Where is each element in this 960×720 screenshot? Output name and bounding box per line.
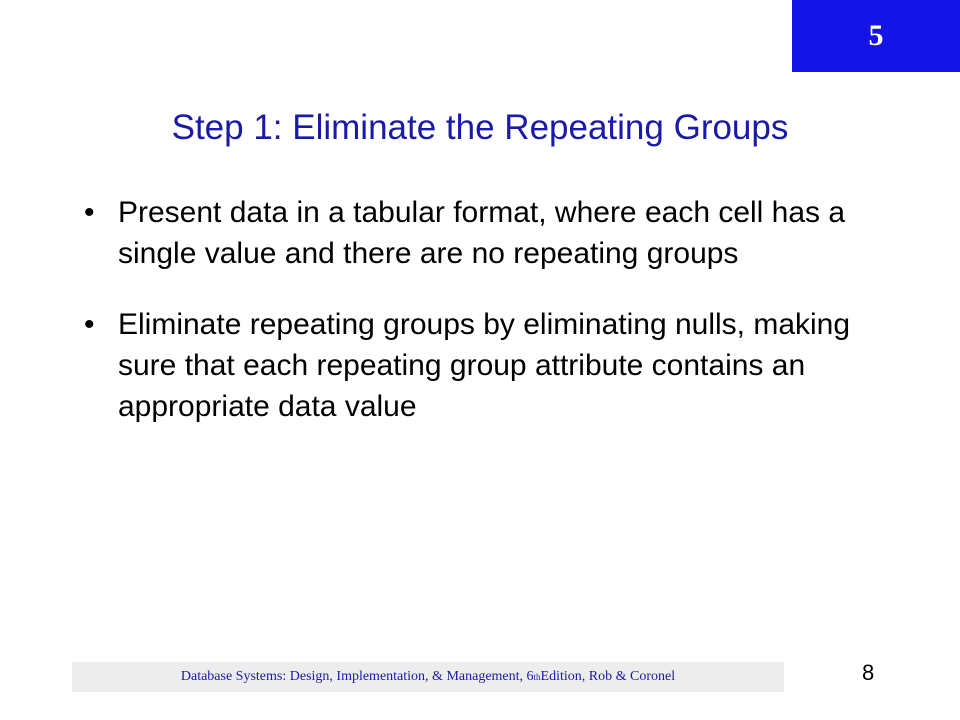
footer-text-before: Database Systems: Design, Implementation, & Management, 6 xyxy=(180,669,534,684)
footer-citation: Database Systems: Design, Implementation, & Management, 6 th Edition, Rob & Coronel xyxy=(72,662,784,692)
chapter-number-badge xyxy=(792,0,960,72)
chapter-number: 5 xyxy=(868,19,884,52)
slide-title: Step 1: Eliminate the Repeating Groups xyxy=(171,108,789,147)
bullet-item xyxy=(84,304,884,427)
page-number: 8 xyxy=(862,660,875,685)
bullet-text: Present data in a tabular format, where each cell has a single value and there are no repeating groups xyxy=(118,196,846,270)
bullet-text: Eliminate repeating groups by eliminating nulls, making sure that each repeating group attribute contains an appropriate data value xyxy=(118,308,851,423)
bullet-item xyxy=(84,192,884,274)
bullet-symbol: • xyxy=(84,196,95,229)
bullet-list xyxy=(84,192,884,457)
footer-text-after: Edition, Rob & Coronel xyxy=(540,669,676,684)
bullet-symbol: • xyxy=(84,308,95,341)
